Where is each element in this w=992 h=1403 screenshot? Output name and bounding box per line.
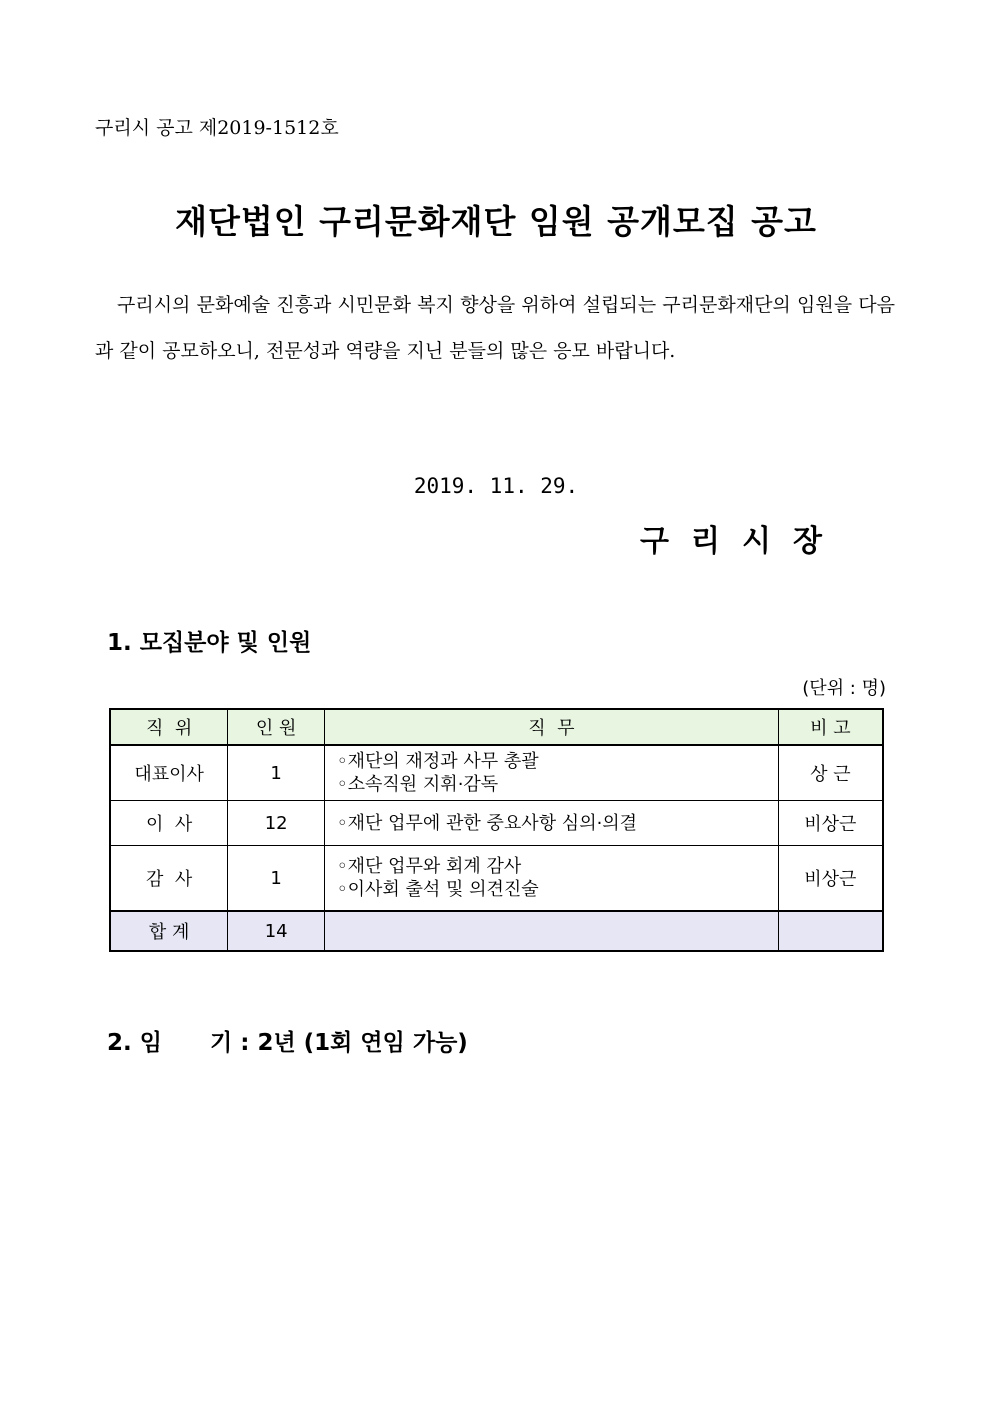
count-cell: 1 bbox=[228, 745, 325, 801]
table-row bbox=[110, 745, 883, 801]
count-cell: 12 bbox=[228, 801, 325, 846]
note-cell: 비상근 bbox=[778, 801, 883, 846]
notice-date: 2019. 11. 29. bbox=[413, 474, 579, 498]
duty-item: ◦소속직원 지휘·감독 bbox=[337, 774, 499, 795]
position-cell: 감 사 bbox=[110, 846, 228, 912]
header-position: 직 위 bbox=[110, 709, 228, 745]
duty-item: ◦재단의 재정과 사무 총괄 bbox=[337, 751, 539, 772]
header-note: 비 고 bbox=[778, 709, 883, 745]
unit-label: (단위 : 명) bbox=[802, 678, 886, 699]
header-count: 인 원 bbox=[228, 709, 325, 745]
intro-paragraph: 구리시의 문화예술 진흥과 시민문화 복지 향상을 위하여 설립되는 구리문화재단의 임원을 다음과 같이 공모하오니, 전문성과 역량을 지닌 분들의 많은 응모 바랍니다. bbox=[95, 294, 895, 362]
duties-cell bbox=[325, 801, 779, 846]
header-duties: 직 무 bbox=[325, 709, 779, 745]
notice-number: 구리시 공고 제2019-1512호 bbox=[95, 117, 339, 139]
count-cell: 1 bbox=[228, 846, 325, 912]
duty-item: ◦재단 업무에 관한 중요사항 심의·의결 bbox=[337, 812, 638, 834]
total-duties-cell bbox=[325, 911, 779, 951]
note-cell: 상 근 bbox=[778, 745, 883, 801]
table-total-row bbox=[110, 911, 883, 951]
document-title: 재단법인 구리문화재단 임원 공개모집 공고 bbox=[175, 202, 817, 241]
position-cell: 대표이사 bbox=[110, 745, 228, 801]
duty-item: ◦재단 업무와 회계 감사 bbox=[337, 856, 522, 877]
positions-table bbox=[109, 708, 884, 952]
table-row bbox=[110, 846, 883, 912]
total-note-cell bbox=[778, 911, 883, 951]
duty-item: ◦이사회 출석 및 의견진술 bbox=[337, 879, 539, 900]
position-cell: 이 사 bbox=[110, 801, 228, 846]
section-2-heading: 2. 임 기 : 2년 (1회 연임 가능) bbox=[107, 1030, 468, 1056]
table-header-row bbox=[110, 709, 883, 745]
signer-name: 구리시장 bbox=[640, 524, 844, 559]
table-row bbox=[110, 801, 883, 846]
note-cell: 비상근 bbox=[778, 846, 883, 912]
section-1-heading: 1. 모집분야 및 인원 bbox=[107, 630, 312, 656]
duties-cell bbox=[325, 846, 779, 912]
total-label-cell: 합 계 bbox=[110, 911, 228, 951]
total-count-cell: 14 bbox=[228, 911, 325, 951]
duties-cell bbox=[325, 745, 779, 801]
